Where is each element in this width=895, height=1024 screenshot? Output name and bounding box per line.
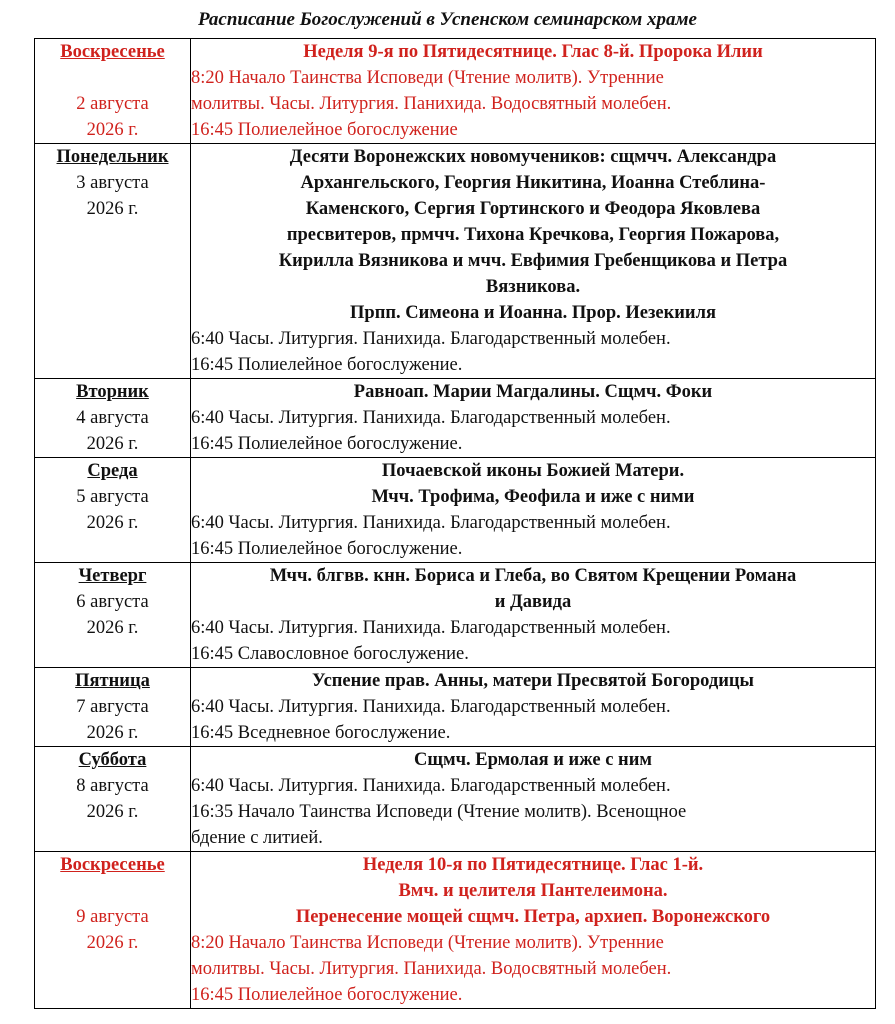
day-year: 2026 г. <box>86 618 139 638</box>
feast-line: Неделя 10-я по Пятидесятнице. Глас 1-й. <box>362 855 704 875</box>
spacer <box>35 65 190 91</box>
feast-line: Почаевской иконы Божией Матери. <box>381 461 685 481</box>
feast-line: Неделя 9-я по Пятидесятнице. Глас 8-й. Пророка Илии <box>303 42 763 62</box>
day-name: Среда <box>87 461 138 481</box>
feast-line: Кирилла Вязникова и мчч. Евфимия Гребенщикова и Петра <box>278 251 788 271</box>
day-year: 2026 г. <box>86 513 139 533</box>
day-cell <box>35 144 191 379</box>
schedule-row-friday <box>35 668 876 747</box>
service-line: 8:20 Начало Таинства Исповеди (Чтение молитв). Утренние <box>191 68 664 88</box>
feast-line: Перенесение мощей сщмч. Петра, архиеп. Воронежского <box>295 907 771 927</box>
service-line: 16:35 Начало Таинства Исповеди (Чтение молитв). Всенощное <box>191 802 687 822</box>
service-line: 6:40 Часы. Литургия. Панихида. Благодарственный молебен. <box>191 329 671 349</box>
schedule-row-tuesday <box>35 379 876 458</box>
schedule-row-thursday <box>35 563 876 668</box>
service-line: 16:45 Славословное богослужение. <box>191 644 469 664</box>
day-name: Суббота <box>78 750 147 770</box>
feast-line: Каменского, Сергия Гортинского и Феодора Яковлева <box>305 199 761 219</box>
schedule-row-sunday-aug-9 <box>35 852 876 1009</box>
service-line: 16:45 Полиелейное богослужение <box>191 120 458 140</box>
day-name: Воскресенье <box>60 42 165 62</box>
service-line: 6:40 Часы. Литургия. Панихида. Благодарственный молебен. <box>191 618 671 638</box>
events-cell <box>191 39 876 144</box>
service-line: 16:45 Полиелейное богослужение. <box>191 539 463 559</box>
day-name: Воскресенье <box>60 855 165 875</box>
feast-line: Вязникова. <box>485 277 581 297</box>
day-name: Вторник <box>76 382 149 402</box>
events-cell <box>191 668 876 747</box>
day-cell <box>35 668 191 747</box>
day-cell <box>35 852 191 1009</box>
feast-line: Сщмч. Ермолая и иже с ним <box>414 750 652 770</box>
day-date: 9 августа <box>76 907 149 927</box>
day-cell <box>35 458 191 563</box>
feast-line: Мчч. Трофима, Феофила и иже с ними <box>371 487 695 507</box>
service-line: 6:40 Часы. Литургия. Панихида. Благодарственный молебен. <box>191 513 671 533</box>
day-date: 4 августа <box>76 408 149 428</box>
feast-line: Успение прав. Анны, матери Пресвятой Богородицы <box>311 671 754 691</box>
events-cell <box>191 747 876 852</box>
day-name: Пятница <box>75 671 150 691</box>
day-year: 2026 г. <box>86 802 139 822</box>
feast-line: пресвитеров, прмчч. Тихона Кречкова, Георгия Пожарова, <box>286 225 780 245</box>
day-year: 2026 г. <box>86 120 139 140</box>
day-cell <box>35 563 191 668</box>
feast-line: Мчч. блгвв. кнн. Бориса и Глеба, во Святом Крещении Романа <box>269 566 797 586</box>
schedule-row-saturday <box>35 747 876 852</box>
service-line: молитвы. Часы. Литургия. Панихида. Водосвятный молебен. <box>191 959 672 979</box>
service-line: 6:40 Часы. Литургия. Панихида. Благодарственный молебен. <box>191 776 671 796</box>
day-year: 2026 г. <box>86 723 139 743</box>
day-cell <box>35 747 191 852</box>
service-line: 16:45 Вседневное богослужение. <box>191 723 451 743</box>
service-line: молитвы. Часы. Литургия. Панихида. Водосвятный молебен. <box>191 94 672 114</box>
day-cell <box>35 39 191 144</box>
events-cell <box>191 563 876 668</box>
service-line: 16:45 Полиелейное богослужение. <box>191 985 463 1005</box>
feast-line: Равноап. Марии Магдалины. Сщмч. Фоки <box>353 382 713 402</box>
service-line: бдение с литией. <box>191 828 323 848</box>
service-line: 16:45 Полиелейное богослужение. <box>191 434 463 454</box>
spacer <box>35 878 190 904</box>
page-title: Расписание Богослужений в Успенском семинарском храме <box>198 9 697 30</box>
day-date: 7 августа <box>76 697 149 717</box>
day-date: 3 августа <box>76 173 149 193</box>
feast-line: Десяти Воронежских новомучеников: сщмчч. Александра <box>289 147 777 167</box>
schedule-row-wednesday <box>35 458 876 563</box>
schedule-table <box>34 38 876 1009</box>
service-line: 6:40 Часы. Литургия. Панихида. Благодарственный молебен. <box>191 408 671 428</box>
day-year: 2026 г. <box>86 199 139 219</box>
events-cell <box>191 144 876 379</box>
day-year: 2026 г. <box>86 933 139 953</box>
day-date: 6 августа <box>76 592 149 612</box>
feast-line: Вмч. и целителя Пантелеимона. <box>398 881 668 901</box>
feast-line: Прпп. Симеона и Иоанна. Прор. Иезекииля <box>350 303 716 323</box>
day-date: 5 августа <box>76 487 149 507</box>
day-date: 8 августа <box>76 776 149 796</box>
feast-line: Архангельского, Георгия Никитина, Иоанна Стеблина- <box>300 173 766 193</box>
day-name: Понедельник <box>56 147 169 167</box>
day-name: Четверг <box>78 566 147 586</box>
day-date: 2 августа <box>76 94 149 114</box>
schedule-row-sunday-aug-2 <box>35 39 876 144</box>
events-cell <box>191 852 876 1009</box>
service-line: 8:20 Начало Таинства Исповеди (Чтение молитв). Утренние <box>191 933 664 953</box>
events-cell <box>191 379 876 458</box>
schedule-row-monday <box>35 144 876 379</box>
day-year: 2026 г. <box>86 434 139 454</box>
day-cell <box>35 379 191 458</box>
service-line: 6:40 Часы. Литургия. Панихида. Благодарственный молебен. <box>191 697 671 717</box>
events-cell <box>191 458 876 563</box>
feast-line: и Давида <box>494 592 572 612</box>
service-line: 16:45 Полиелейное богослужение. <box>191 355 463 375</box>
